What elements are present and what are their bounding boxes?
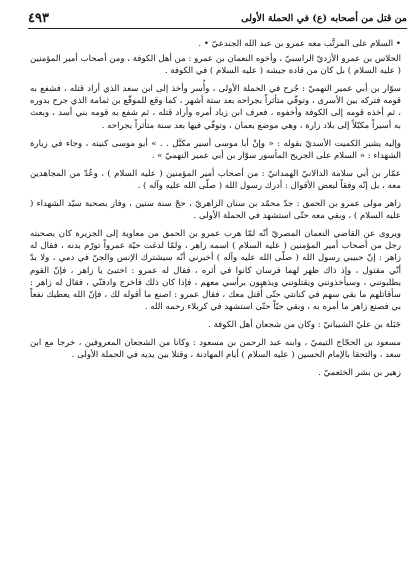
paragraph-masud: مسعود بن الحجّاج التيميّ ، وابنه عبد الرحمن بن مسعود : وكانا من الشجعان المعروفين ، خرجا مع ابن سعد ، والتحقا بالإمام الحسين ( عليه السلام ) أيام المهادنة ، وقتلا بين يديه في الحملة الأولى . — [30, 337, 401, 361]
paragraph-ammar: عمّار بن أبي سلامة الدالانيّ الهمدانيّ : من أصحاب أمير المؤمنين ( عليه السلام ) ، وعُدّ من المجاهدين معه ، بل إنّه وفقاً لبعض الأقوال : أدرك رسول الله ( صلّى الله عليه وآله ) . — [30, 168, 401, 191]
paragraph-zahir: زاهر مولى عمرو بن الحمق : جدّ محمّد بن سنان الزاهريّ ، حجّ سنة ستين ، وفاز بصحبة سيّد الشهداء ( عليه السلام ) ، وبقي معه حتّى استشهد في الحملة الأولى . — [30, 199, 401, 222]
paragraph-zuhair: زهير بن بشر الخثعميّ . — [318, 368, 401, 379]
page-body — [30, 38, 401, 579]
paragraph-kumait: وإليه يشير الكميت الأسديّ بقوله : « وإنْ أبا موسى أسير مكبَّل . . » أبو موسى كنيته ، وجاء في زيارة الشهداء : « السلام على الجريح المأسور سوّار بن أبي عمير النهميّ » . — [30, 138, 401, 161]
paragraph-sawwar: سوّار بن أبي عمير النهميّ : جُرح في الحملة الأولى ، وأُسر وأخذ إلى ابن سعد الذي أراد قتله ، فشفع به قومه فتركه بين الأسرى ، وتوفّي متأثراً بجراحه بعد ستة أشهر ، كما وقع للموقّع بن ثمامة الذي جرح بدوره ، ثم أخذه قومه إلى الكوفة وأخفوه ، فعرف ابن زياد أمره وأراد قتله ، ثم شفع به قومه بني أسد ، وبعث به أسيراً مكبّلاً إلى بلاد زارة ، وهي موضع بعمان ، وتوفّي فيها بعد سنة متأثراً بجراحه . — [30, 84, 401, 131]
page-header — [28, 8, 407, 29]
paragraph-hilas: الحلاس بن عمرو الأزديّ الراسبيّ ، وأخوه النعمان بن عمرو : من أهل الكوفة ، ومن أصحاب أمير المؤمنين ( عليه السلام ) بل كان من قادة جيشه ( عليه السلام ) في الكوفة . — [30, 54, 401, 77]
salutation-line: • السلام على المرتَّب معه عمرو بن عبد الله الجندعيّ • . — [198, 39, 401, 49]
running-title: من قتل من أصحابه (ع) في الحملة الأولى — [241, 12, 407, 24]
paragraph-nu-man: ويروى عن القاضي النعمان المصريّ أنّه لمّا هرب عمرو بن الحمق من معاوية إلى الجزيرة كان بصحبته رجل من أصحاب أمير المؤمنين ( عليه السلام ) اسمه زاهر ، ولمّا لدغت حيّة عمرواً تورّم بدنه ، فقال له زاهر : إنّ حبيبي رسول الله ( صلّى الله عليه وآله ) أخبرني أنّه سيشترك الإنس والجنّ في دمي ، ولا بدّ أنّي مقتول ، وإذ ذاك ظهر لهما فرسان كانوا في أثره ، فقال له عمرو : اختبئ يا زاهر ، فإنّ القوم يطلبونني ، وسيأخذونني ويقتلونني ويذهبون برأسي معهم ، فإذا كان ذلك فاخرج وادفنّي ، فقال له زاهر : سأقاتلهم ما بقي سهم في كنانتي حتّى أُقتل معك ، فقال عمرو : اصنع ما أقوله لك ، فإنّ الله يعطيك نفعاً بي فصنع زاهر ما أمره به ، وبقي حيّاً حتّى استشهد في كربلاء رحمه الله . — [30, 229, 401, 312]
page-number: ٤٩٣ — [28, 10, 49, 26]
paragraph-jabala: جَبَلة بن عليّ الشيبانيّ : وكان من شجعان أهل الكوفة . — [208, 319, 401, 330]
